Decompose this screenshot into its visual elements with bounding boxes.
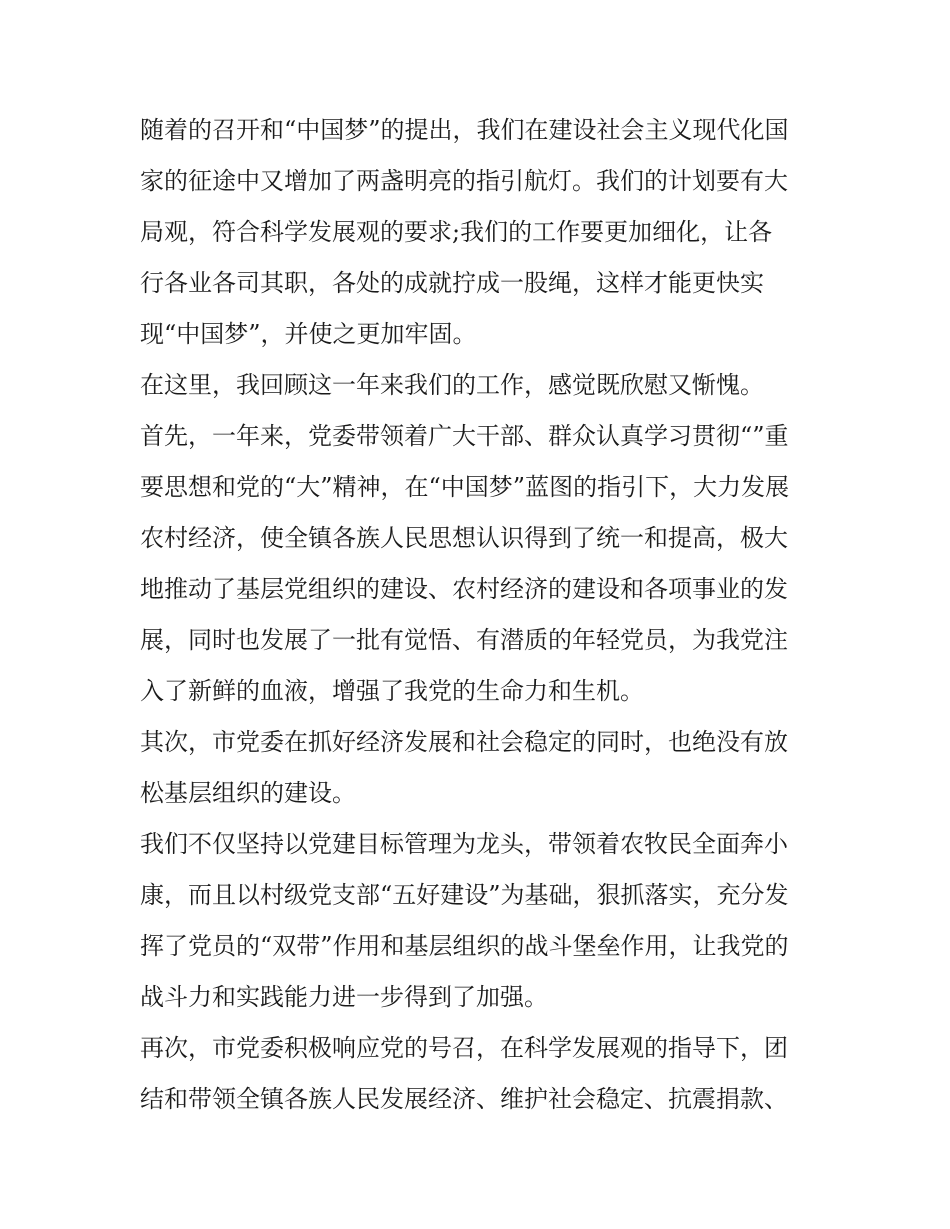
text-line-8: 要思想和党的“大”精神，在“中国梦”蓝图的指引下，大力发展: [140, 473, 790, 501]
text-line-1: 随着的召开和“中国梦”的提出，我们在建设社会主义现代化国: [140, 116, 789, 144]
text-line-10: 地推动了基层党组织的建设、农村经济的建设和各项事业的发: [140, 575, 788, 603]
text-line-11: 展，同时也发展了一批有觉悟、有潜质的年轻党员，为我党注: [140, 626, 788, 654]
text-line-18: 战斗力和实践能力进一步得到了加强。: [140, 983, 548, 1011]
text-line-7: 首先，一年来，党委带领着广大干部、群众认真学习贯彻“”重: [140, 422, 789, 450]
text-line-5: 现“中国梦”，并使之更加牢固。: [140, 320, 477, 348]
text-line-15: 我们不仅坚持以党建目标管理为龙头，带领着农牧民全面奔小: [140, 830, 788, 858]
text-line-14: 松基层组织的建设。: [140, 779, 356, 807]
document-body: [140, 105, 820, 1125]
text-line-20: 结和带领全镇各族人民发展经济、维护社会稳定、抗震捐款、: [140, 1085, 788, 1113]
text-line-6: 在这里，我回顾这一年来我们的工作，感觉既欣慰又惭愧。: [140, 371, 764, 399]
text-line-17: 挥了党员的“双带”作用和基层组织的战斗堡垒作用，让我党的: [140, 932, 789, 960]
text-line-3: 局观，符合科学发展观的要求;我们的工作要更加细化，让各: [140, 218, 773, 246]
text-line-9: 农村经济，使全镇各族人民思想认识得到了统一和提高，极大: [140, 524, 788, 552]
text-line-4: 行各业各司其职，各处的成就拧成一股绳，这样才能更快实: [140, 269, 764, 297]
text-line-19: 再次，市党委积极响应党的号召，在科学发展观的指导下，团: [140, 1034, 788, 1062]
text-line-13: 其次，市党委在抓好经济发展和社会稳定的同时，也绝没有放: [140, 728, 788, 756]
text-line-2: 家的征途中又增加了两盏明亮的指引航灯。我们的计划要有大: [140, 167, 788, 195]
text-line-16: 康，而且以村级党支部“五好建设”为基础，狠抓落实，充分发: [140, 881, 789, 909]
text-line-12: 入了新鲜的血液，增强了我党的生命力和生机。: [140, 677, 644, 705]
